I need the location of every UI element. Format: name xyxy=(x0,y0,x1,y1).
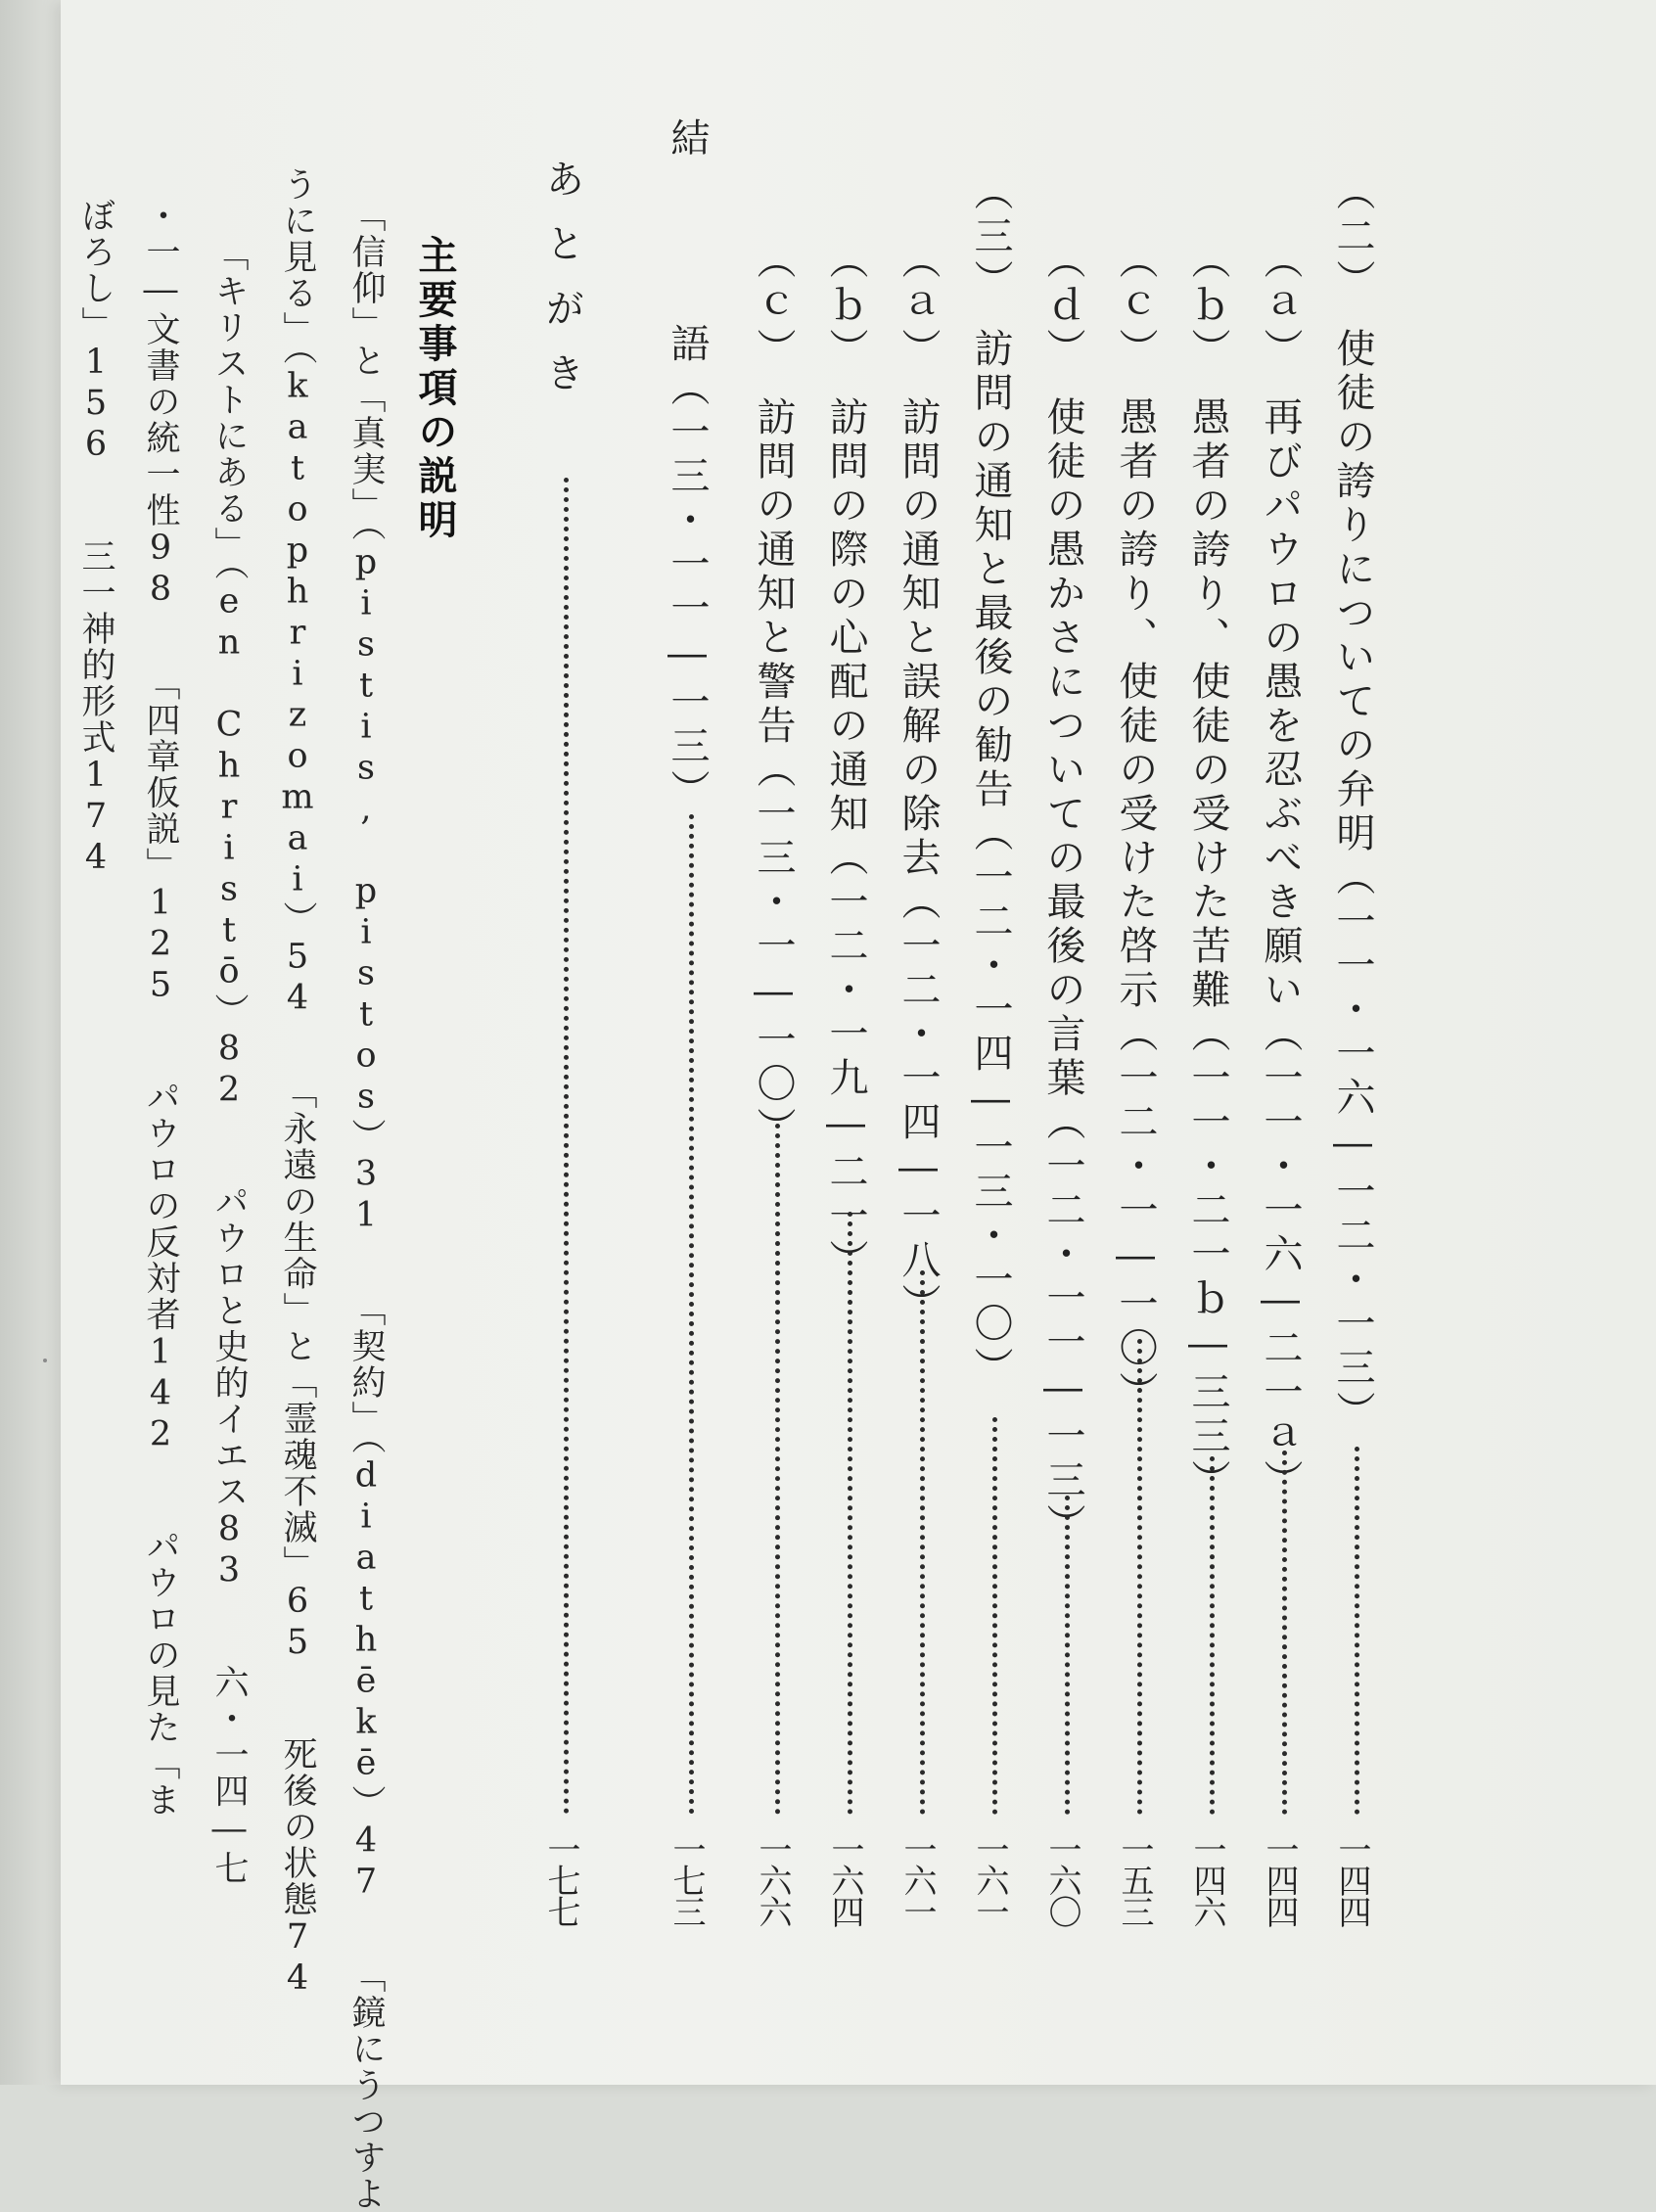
index-line: うに見る」（katophrizomai）54 「永遠の生命」と「霊魂不滅」65 死後の状態74 xyxy=(278,166,317,2000)
toc-page-number: 一六四 xyxy=(825,1832,864,1926)
index-line: ぼろし」156 三一神的形式174 xyxy=(76,198,115,879)
toc-leader-dots xyxy=(920,1270,925,1815)
toc-leader-dots xyxy=(848,1212,852,1815)
index-section-heading: 主要事項の説明 xyxy=(412,235,457,543)
toc-leader-dots xyxy=(689,814,694,1815)
toc-entry-title: （ｂ） 愚者の誇り、使徒の受けた苦難（一一・二一ｂ―三三） xyxy=(1185,240,1230,1503)
conclusion-title: 語（一三・一一―一三） xyxy=(665,323,710,813)
toc-leader-dots xyxy=(1282,1451,1287,1815)
toc-page-number: 一六〇 xyxy=(1042,1832,1081,1926)
toc-page-number: 一六一 xyxy=(897,1832,937,1926)
toc-entry-title: （ａ） 再びパウロの愚を忍ぶべき願い（一一・一六―二一ａ） xyxy=(1258,240,1303,1503)
toc-leader-dots xyxy=(1355,1447,1359,1815)
toc-leader-dots xyxy=(1210,1456,1215,1815)
toc-page-number: 一四四 xyxy=(1260,1832,1299,1926)
toc-entry-title: （ｃ） 愚者の誇り、使徒の受けた啓示（一二・一―一〇） xyxy=(1113,240,1158,1415)
toc-leader-dots xyxy=(564,478,569,1815)
toc-entry-title: （ｄ） 使徒の愚かさについての最後の言葉（一二・一一―一三） xyxy=(1040,240,1085,1547)
toc-leader-dots xyxy=(1065,1496,1070,1815)
index-line: ・一―文書の統一性98 「四章仮説」125 パウロの反対者142 パウロの見た「ま xyxy=(141,198,180,1819)
toc-leader-dots xyxy=(1137,1339,1142,1815)
toc-page-number: 一四六 xyxy=(1187,1832,1226,1926)
toc-page-number: 一四四 xyxy=(1332,1832,1371,1926)
toc-entry-title: （ｂ） 訪問の際の心配の通知（一二・一九―二一） xyxy=(823,240,868,1283)
conclusion-heading: 結 xyxy=(665,117,710,161)
toc-page-number: 一六一 xyxy=(970,1832,1009,1926)
toc-entry-title: （三） 訪問の通知と最後の勧告（一二・一四―一三・一〇） xyxy=(968,171,1013,1391)
toc-page-number: 一五三 xyxy=(1115,1832,1154,1926)
toc-entry-title: （二） 使徒の誇りについての弁明（一一・一六―一二・一三） xyxy=(1330,171,1375,1435)
toc-page-number: 一七三 xyxy=(667,1832,706,1926)
afterword-title: あとがき xyxy=(539,159,584,417)
toc-entry-title: （ａ） 訪問の通知と誤解の除去（一二・一四―一八） xyxy=(896,240,941,1327)
toc-page-number: 一七七 xyxy=(541,1832,580,1926)
toc-leader-dots xyxy=(992,1417,997,1815)
index-line: 「信仰」と「真実」（pistis, pistos）31 「契約」（diathēkē）47 「鏡にうつすよ xyxy=(346,198,386,2212)
toc-entry-title: （ｃ） 訪問の通知と警告（一三・一―一〇） xyxy=(751,240,796,1151)
toc-page-number: 一六六 xyxy=(753,1832,792,1926)
toc-leader-dots xyxy=(775,1124,780,1815)
index-line: 「キリストにある」（en Christō）82 パウロと史的イエス83 六・一四―七 xyxy=(209,237,249,1887)
